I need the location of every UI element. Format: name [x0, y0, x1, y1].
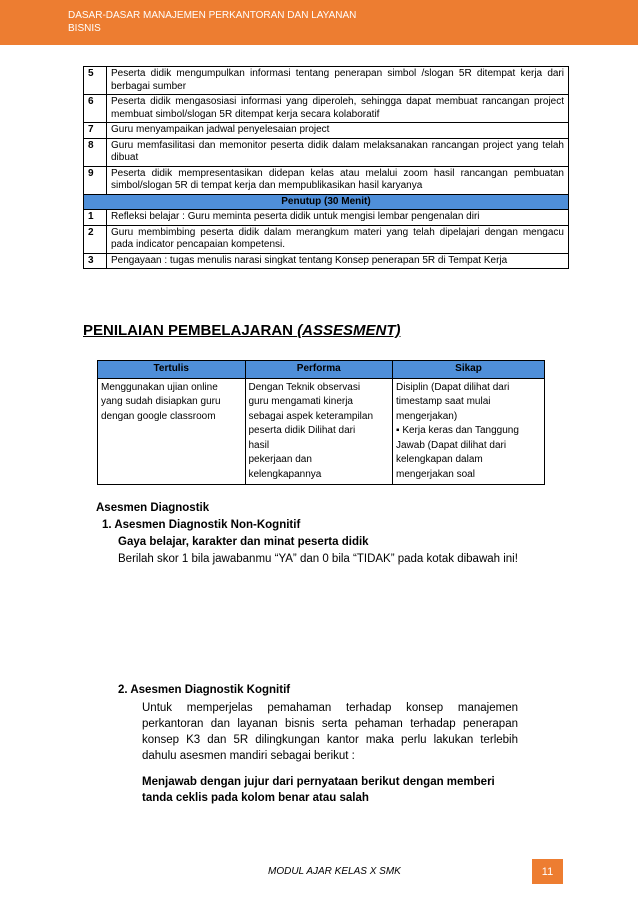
step-text: Guru membimbing peserta didik dalam merangkum materi yang telah dipelajari dengan mengacu pada indicator pencapaian kompetensi.: [107, 225, 569, 253]
header-title-line1: DASAR-DASAR MANAJEMEN PERKANTORAN DAN LAYANAN: [68, 10, 357, 21]
page-number: 11: [532, 859, 563, 884]
step-number: 7: [84, 123, 107, 139]
assessment-title: [83, 322, 401, 339]
diagnostic-item2-paragraph: Untuk memperjelas pemahaman terhadap konsep manajemen perkantoran dan layanan bisnis serta pehaman terhadap penerapan konsep K3 dan 5R dilingkungan kantor maka perlu lakukan terlebih dahulu asesmen mandiri sebagai berikut :: [142, 702, 518, 762]
cell-line: dengan google classroom: [101, 410, 216, 422]
cell-line: Disiplin (Dapat dilihat dari: [396, 381, 510, 393]
cell-line: sebagai aspek keterampilan: [248, 410, 374, 422]
step-number: 2: [84, 225, 107, 253]
step-number: 6: [84, 95, 107, 123]
table-row: [84, 225, 569, 253]
cell-tertulis: [98, 378, 246, 485]
step-text: Peserta didik mengumpulkan informasi tentang penerapan simbol /slogan 5R ditempat kerja dari berbagai sumber: [107, 67, 569, 95]
table-row: [84, 253, 569, 269]
step-text: Pengayaan : tugas menulis narasi singkat tentang Konsep penerapan 5R di Tempat Kerja: [107, 253, 569, 269]
step-text: Guru memfasilitasi dan memonitor peserta didik dalam melaksanakan rancangan project yang telah dibuat: [107, 138, 569, 166]
assessment-title-main: PENILAIAN PEMBELAJARAN: [83, 322, 298, 339]
assessment-table: [97, 360, 545, 485]
cell-line: peserta didik Dilihat dari: [248, 425, 356, 436]
cell-line: ▪ Kerja keras dan Tanggung: [396, 425, 519, 436]
cell-line: mengerjakan): [396, 410, 458, 422]
column-header-tertulis: Tertulis: [98, 361, 246, 379]
step-number: 9: [84, 166, 107, 194]
activity-steps-table: [83, 66, 569, 269]
header-title: [68, 9, 388, 35]
step-text: Peserta didik mengasosiasi informasi yang diperoleh, sehingga dapat membuat rancangan project membuat simbol/slogan 5R ditempat kerja secara kolaboratif: [107, 95, 569, 123]
step-text: Guru menyampaikan jadwal penyelesaian project: [107, 123, 569, 139]
cell-sikap: [393, 378, 545, 485]
table-row: [84, 166, 569, 194]
diagnostic-item2: [118, 682, 518, 806]
column-header-sikap: Sikap: [393, 361, 545, 379]
section-label: Penutup (30 Menit): [84, 194, 569, 210]
diagnostic-heading: Asesmen Diagnostik: [96, 502, 210, 514]
table-row: [84, 67, 569, 95]
table-row: [84, 95, 569, 123]
cell-line: kelengkapannya: [248, 468, 322, 480]
table-header-row: [98, 361, 545, 379]
table-row: [84, 210, 569, 226]
diagnostic-item1-title: 1. Asesmen Diagnostik Non-Kognitif: [102, 519, 301, 531]
cell-line: hasil: [248, 439, 270, 451]
diagnostic-item2-title: 2. Asesmen Diagnostik Kognitif: [118, 684, 291, 696]
cell-line: timestamp saat mulai: [396, 396, 491, 407]
diagnostic-item1-subtitle: Gaya belajar, karakter dan minat peserta didik: [118, 536, 369, 548]
table-row: [98, 378, 545, 485]
diagnostic-item1-instruction: Berilah skor 1 bila jawabanmu “YA” dan 0 bila “TIDAK” pada kotak dibawah ini!: [118, 553, 518, 565]
cell-performa: [245, 378, 393, 485]
column-header-performa: Performa: [245, 361, 393, 379]
step-text: Peserta didik mempresentasikan didepan kelas atau melalui zoom hasil rancangan pembuatan simbol/slogan 5R di tempat kerja dan mempublikasikan hasil karyanya: [107, 166, 569, 194]
cell-line: Menggunakan ujian online: [101, 381, 218, 393]
step-number: 3: [84, 253, 107, 269]
section-row-penutup: [84, 194, 569, 210]
step-number: 1: [84, 210, 107, 226]
cell-line: yang sudah disiapkan guru: [101, 396, 221, 407]
cell-line: kelengkapan dalam: [396, 454, 483, 465]
diagnostic-item2-instruction: Menjawab dengan jujur dari pernyataan berikut dengan memberi tanda ceklis pada kolom benar atau salah: [142, 776, 495, 804]
header-title-line2: BISNIS: [68, 23, 101, 34]
cell-line: pekerjaan dan: [248, 454, 312, 465]
step-number: 5: [84, 67, 107, 95]
footer-text: MODUL AJAR KELAS X SMK: [268, 866, 401, 877]
step-number: 8: [84, 138, 107, 166]
cell-line: guru mengamati kinerja: [248, 396, 353, 407]
cell-line: Dengan Teknik observasi: [248, 381, 361, 393]
step-text: Refleksi belajar : Guru meminta peserta didik untuk mengisi lembar pengenalan diri: [107, 210, 569, 226]
assessment-title-italic: (ASSESMENT): [297, 322, 401, 339]
cell-line: mengerjakan soal: [396, 468, 475, 480]
cell-line: Jawab (Dapat dilihat dari: [396, 439, 507, 451]
diagnostic-section: [96, 500, 566, 568]
table-row: [84, 123, 569, 139]
table-row: [84, 138, 569, 166]
